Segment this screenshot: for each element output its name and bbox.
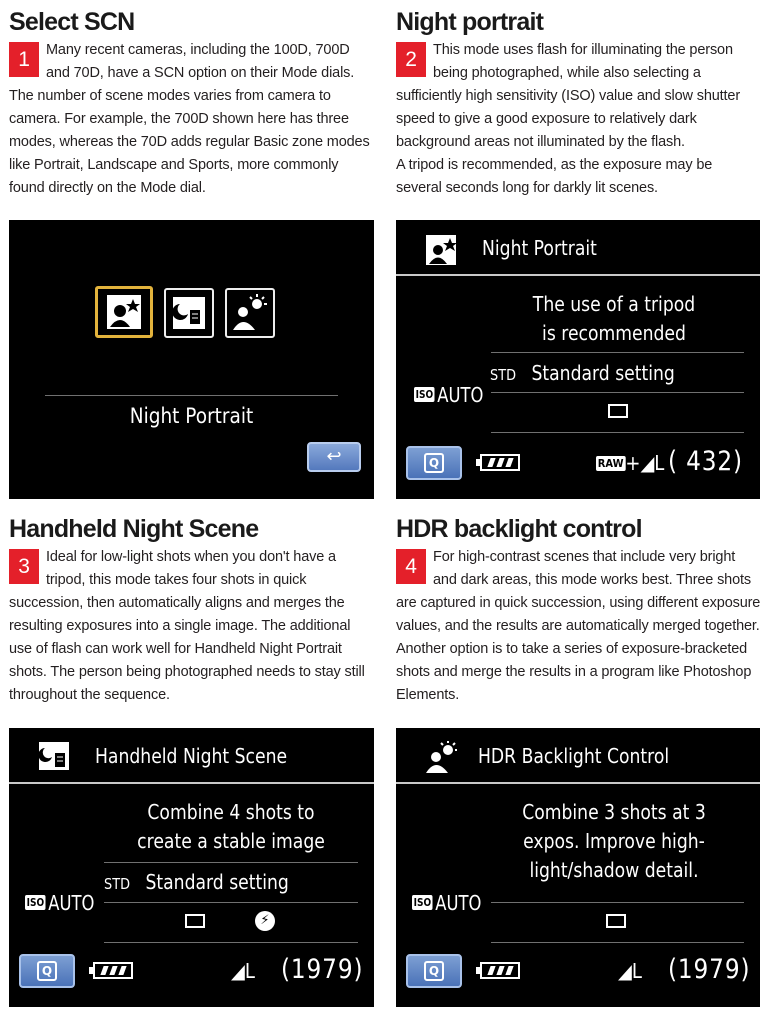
section-title: Night portrait [396, 8, 544, 36]
step-number-badge: 2 [396, 42, 426, 77]
divider [491, 352, 744, 353]
night-portrait-icon [424, 232, 460, 266]
handheld-night-scene-icon [166, 290, 212, 336]
back-button[interactable] [307, 442, 361, 472]
camera-screen-hdr-backlight [396, 728, 760, 1007]
handheld-night-scene-icon [37, 740, 71, 772]
description-line: light/shadow detail. [529, 858, 699, 882]
description-line: create a stable image [137, 829, 325, 853]
drive-mode-single-icon [185, 914, 205, 928]
section-title: Handheld Night Scene [9, 515, 259, 543]
section-night-portrait [396, 6, 761, 200]
shots-remaining: (1979) [281, 954, 364, 985]
q-icon: Q [424, 961, 444, 981]
section-text-2: A tripod is recommended, as the exposure may be several seconds long for darkly lit scenes. [396, 157, 713, 196]
section-hdr-backlight-control [396, 513, 761, 707]
screen-title: Handheld Night Scene [95, 744, 288, 768]
picture-style-setting: Standard setting [145, 870, 289, 894]
quality-value: +◢L [625, 451, 665, 475]
divider [491, 942, 744, 943]
section-body [396, 39, 761, 154]
divider [491, 902, 744, 903]
raw-icon: RAW [597, 457, 624, 470]
image-quality [596, 451, 664, 475]
battery-icon [480, 454, 520, 471]
screen-header [396, 220, 760, 276]
picture-style-icon: STD [490, 366, 517, 384]
drive-mode-single-icon [606, 914, 626, 928]
camera-screen-handheld-night-scene [9, 728, 374, 1007]
screen-header [9, 728, 374, 784]
selected-mode-label: Night Portrait [129, 404, 254, 428]
quick-control-button[interactable] [406, 954, 462, 988]
description-line: The use of a tripod [532, 292, 696, 316]
return-icon: ↩ [326, 446, 342, 467]
hdr-backlight-icon [424, 740, 460, 774]
section-text: This mode uses flash for illuminating the person being photographed, while also selecting a sufficiently high sensitivity (ISO) value and slow shutter speed to give a good exposure to relatively dark background areas not illuminated by the flash. [396, 42, 741, 150]
drive-mode-single-icon [608, 404, 628, 418]
section-handheld-night-scene [9, 513, 374, 707]
flash-icon: ⚡ [255, 911, 275, 931]
section-body [396, 546, 761, 707]
image-quality: ◢L [231, 959, 255, 983]
image-quality: ◢L [618, 959, 642, 983]
iso-setting [412, 891, 481, 915]
quick-control-button[interactable] [19, 954, 75, 988]
shots-remaining: (1979) [668, 954, 751, 985]
night-portrait-mode-icon[interactable] [95, 286, 153, 338]
section-title: Select SCN [9, 8, 135, 36]
section-body [9, 39, 374, 200]
screen-title: HDR Backlight Control [478, 744, 670, 768]
divider [45, 395, 338, 396]
screen-header [396, 728, 760, 784]
picture-style-icon: STD [104, 875, 131, 893]
section-title: HDR backlight control [396, 515, 642, 543]
battery-icon [480, 962, 520, 979]
iso-value: AUTO [435, 891, 482, 915]
camera-screen-scn-select [9, 220, 374, 499]
hdr-backlight-mode-icon[interactable] [225, 288, 275, 338]
divider [104, 942, 358, 943]
hdr-backlight-icon [227, 290, 273, 336]
battery-icon [93, 962, 133, 979]
divider [491, 432, 744, 433]
section-select-scn [9, 6, 374, 200]
iso-value: AUTO [437, 383, 484, 407]
divider [104, 902, 358, 903]
mode-description [136, 798, 325, 856]
description-line: Combine 4 shots to [147, 800, 315, 824]
quick-control-button[interactable] [406, 446, 462, 480]
section-text: Many recent cameras, including the 100D, 700D and 70D, have a SCN option on their Mode dials. The number of scene modes varies from camera to camera. For example, the 700D shown here has three modes, whereas the 70D adds regular Basic zone modes like Portrait, Landscape and Sports, more commonly found directly on the Mode dial. [9, 42, 370, 196]
iso-icon: ISO [413, 896, 432, 909]
picture-style [490, 361, 675, 385]
picture-style-setting: Standard setting [531, 361, 675, 385]
step-number-badge: 4 [396, 549, 426, 584]
divider [104, 862, 358, 863]
section-body [9, 546, 374, 707]
handheld-night-scene-mode-icon[interactable] [164, 288, 214, 338]
step-number-badge: 1 [9, 42, 39, 77]
iso-icon: ISO [415, 388, 434, 401]
mode-description [519, 798, 708, 885]
screen-title: Night Portrait [482, 236, 597, 260]
description-line: Combine 3 shots at 3 [522, 800, 706, 824]
iso-value: AUTO [48, 891, 95, 915]
divider [491, 392, 744, 393]
step-number-badge: 3 [9, 549, 39, 584]
mode-description [528, 290, 700, 348]
section-text: Ideal for low-light shots when you don't have a tripod, this mode takes four shots in quick succession, then automatically aligns and merges the resulting exposures into a single image. The additional use of flash can work well for Handheld Night Portrait shots. The person being photographed needs to stay still throughout the sequence. [9, 549, 365, 703]
q-icon: Q [37, 961, 57, 981]
section-text: For high-contrast scenes that include very bright and dark areas, this mode works best. Three shots are captured in quick succession, using different exposure values, and the results are automatically merged together. Another option is to take a series of exposure-bracketed shots and merge the results in a program like Photoshop Elements. [396, 549, 761, 703]
camera-screen-night-portrait [396, 220, 760, 499]
shots-remaining: ( 432) [668, 446, 743, 477]
description-line: is recommended [542, 321, 686, 345]
iso-icon: ISO [26, 896, 45, 909]
q-icon: Q [424, 453, 444, 473]
night-portrait-icon [98, 289, 150, 335]
iso-setting [414, 383, 483, 407]
iso-setting [25, 891, 94, 915]
description-line: expos. Improve high- [523, 829, 705, 853]
picture-style [104, 870, 289, 894]
